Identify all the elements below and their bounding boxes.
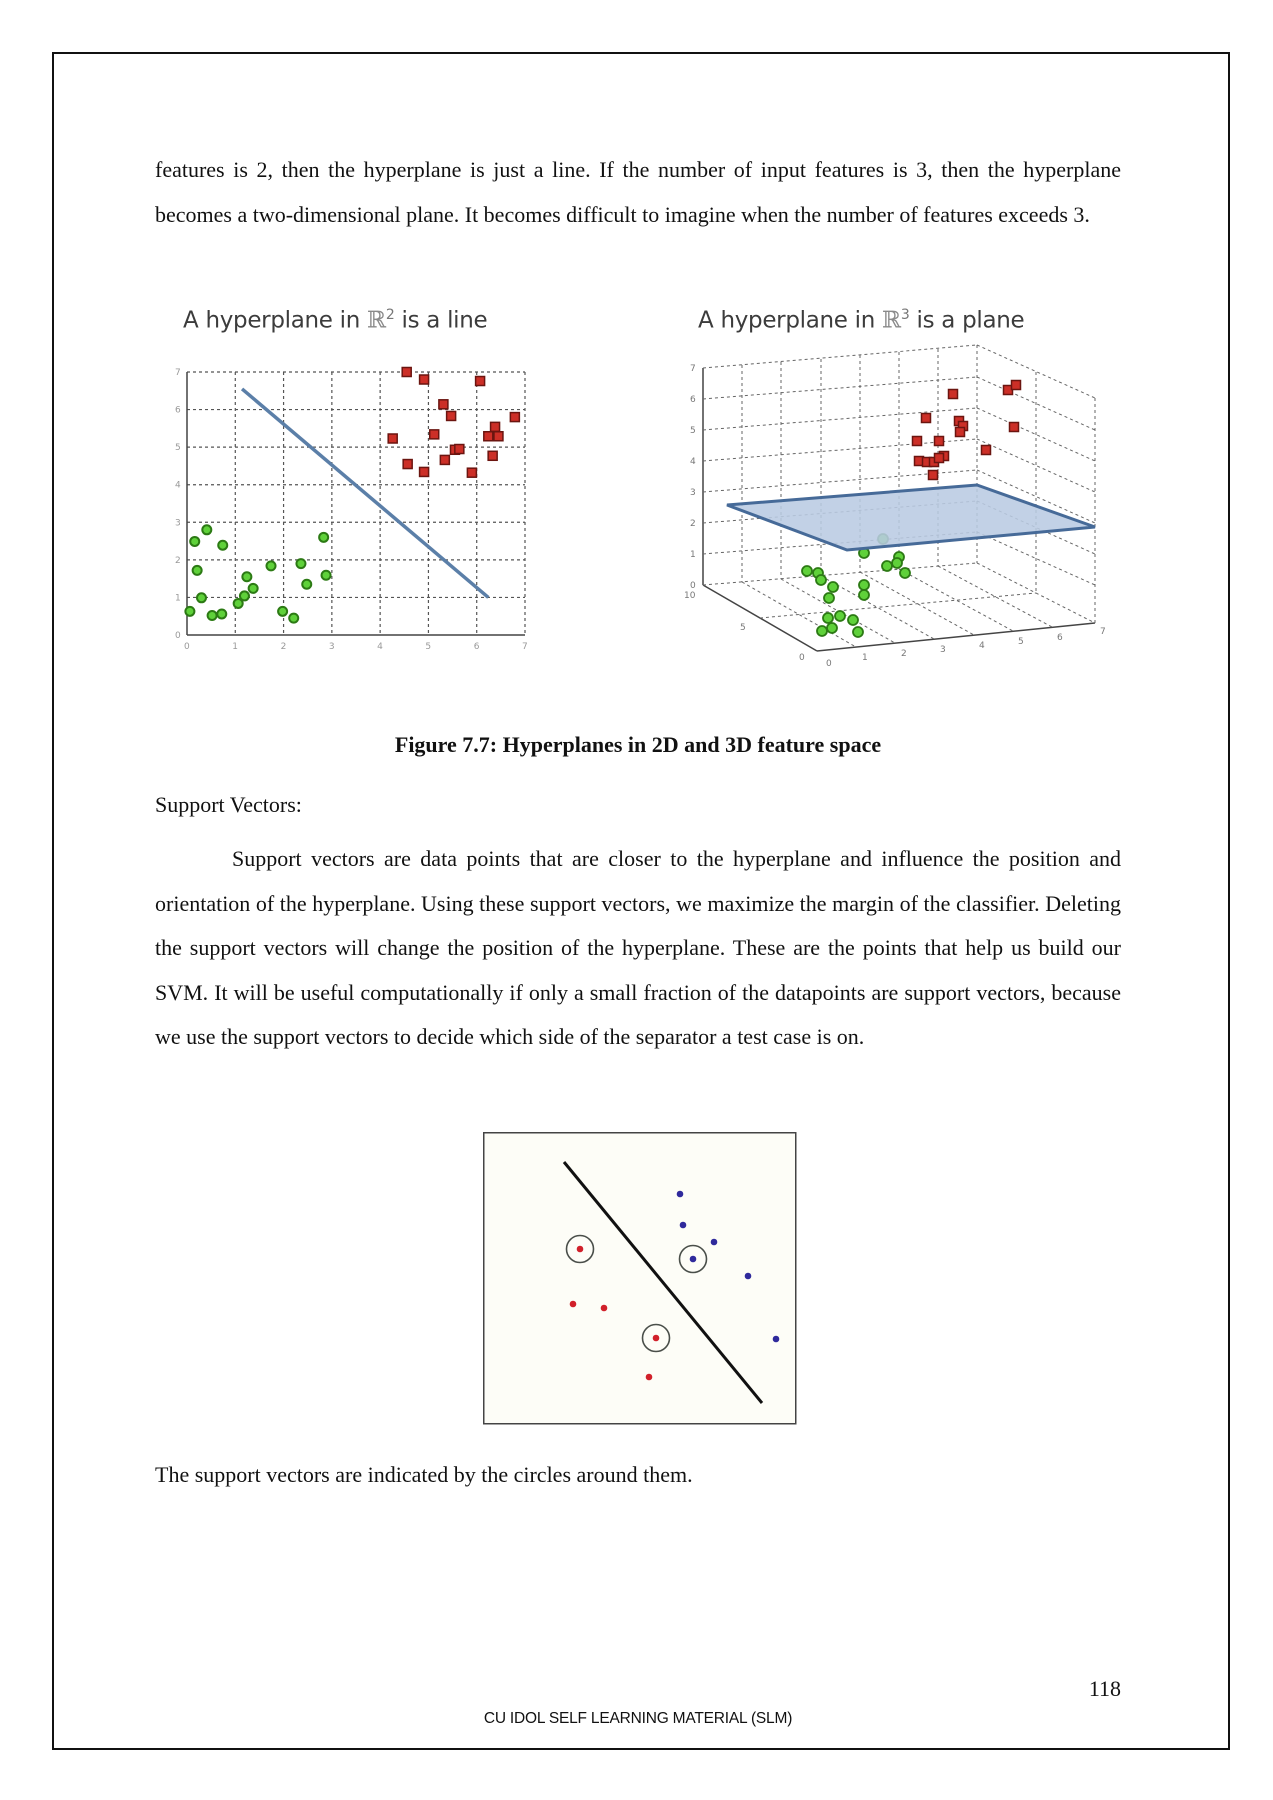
- svg-text:3: 3: [940, 645, 946, 655]
- svg-text:1: 1: [690, 550, 696, 560]
- intro-paragraph: features is 2, then the hyperplane is just a line. If the number of input features is 3, then the hyperplane becomes a two-dimensional plane. It becomes difficult to imagine when the number of features exceeds 3.: [155, 157, 1121, 227]
- svg-text:0: 0: [184, 642, 190, 652]
- svg-text:6: 6: [690, 395, 696, 405]
- hyperplane-3d-chart: [660, 330, 1130, 690]
- green-class-points: [185, 525, 330, 622]
- axis-ticks-2d: [175, 368, 528, 652]
- red-class-points-3d: [913, 381, 1021, 480]
- figure-2d-title-suffix: is a line: [394, 307, 488, 334]
- support-vectors-paragraph: Support vectors are data points that are closer to the hyperplane and influence the position and orientation of the hyperplane. Using these support vectors, we maximize the margin of the classifier. Deleting the support vectors will change the position of the hyperplane. These are the points that help us build our SVM. It will be useful computationally if only a small fraction of the datapoints are support vectors, because we use the support vectors to decide which side of the separator a test case is on.: [155, 846, 1121, 1049]
- svg-text:0: 0: [175, 631, 181, 641]
- svg-text:5: 5: [740, 623, 746, 633]
- real-numbers-symbol: ℝ: [367, 307, 386, 334]
- svg-text:7: 7: [175, 368, 181, 378]
- svg-text:2: 2: [280, 642, 287, 652]
- svg-text:0: 0: [690, 581, 696, 591]
- svg-text:4: 4: [979, 641, 985, 651]
- svg-text:5: 5: [1018, 637, 1024, 647]
- red-class-points: [388, 368, 519, 478]
- svg-text:6: 6: [175, 405, 181, 416]
- svg-text:3: 3: [328, 642, 335, 652]
- svg-text:5: 5: [425, 642, 432, 652]
- svg-text:5: 5: [690, 426, 696, 436]
- real-numbers-symbol: ℝ: [882, 307, 901, 334]
- grid-2d: [187, 372, 525, 635]
- svg-text:5: 5: [175, 443, 181, 454]
- svg-text:7: 7: [522, 642, 528, 652]
- svg-text:6: 6: [1057, 633, 1063, 643]
- separating-plane: [727, 485, 1095, 550]
- svg-text:2: 2: [901, 649, 907, 659]
- svg-text:10: 10: [684, 591, 696, 601]
- support-vector-figure: [483, 1132, 797, 1425]
- figure-caption: Figure 7.7: Hyperplanes in 2D and 3D feature space: [394, 732, 882, 757]
- figure-2d-title: [183, 307, 487, 334]
- svg-text:7: 7: [690, 364, 696, 374]
- svg-text:1: 1: [862, 653, 868, 663]
- section-heading: Support Vectors:: [155, 792, 302, 817]
- svg-text:4: 4: [175, 480, 181, 491]
- svg-text:4: 4: [377, 642, 383, 652]
- closing-sentence: The support vectors are indicated by the circles around them.: [155, 1462, 693, 1487]
- svg-text:2: 2: [690, 519, 696, 529]
- figure-3d-title-prefix: A hyperplane in: [698, 307, 883, 334]
- svg-text:1: 1: [232, 642, 239, 652]
- svg-text:3: 3: [175, 518, 181, 529]
- hyperplane-2d-chart: [170, 355, 550, 665]
- svg-text:1: 1: [175, 593, 181, 604]
- svg-text:7: 7: [1100, 627, 1106, 637]
- exponent: 2: [385, 307, 395, 323]
- svg-text:4: 4: [690, 457, 696, 467]
- svg-text:0: 0: [799, 653, 805, 663]
- page-number: 118: [1088, 1676, 1121, 1701]
- svg-text:0: 0: [826, 659, 832, 669]
- footer: CU IDOL SELF LEARNING MATERIAL (SLM): [483, 1710, 793, 1727]
- svg-text:2: 2: [175, 555, 181, 566]
- svg-text:3: 3: [690, 488, 696, 498]
- exponent: 3: [900, 307, 910, 323]
- figure-2d-title-prefix: A hyperplane in: [183, 307, 368, 334]
- figure-3d-title-suffix: is a plane: [909, 307, 1025, 334]
- svg-text:6: 6: [473, 642, 480, 652]
